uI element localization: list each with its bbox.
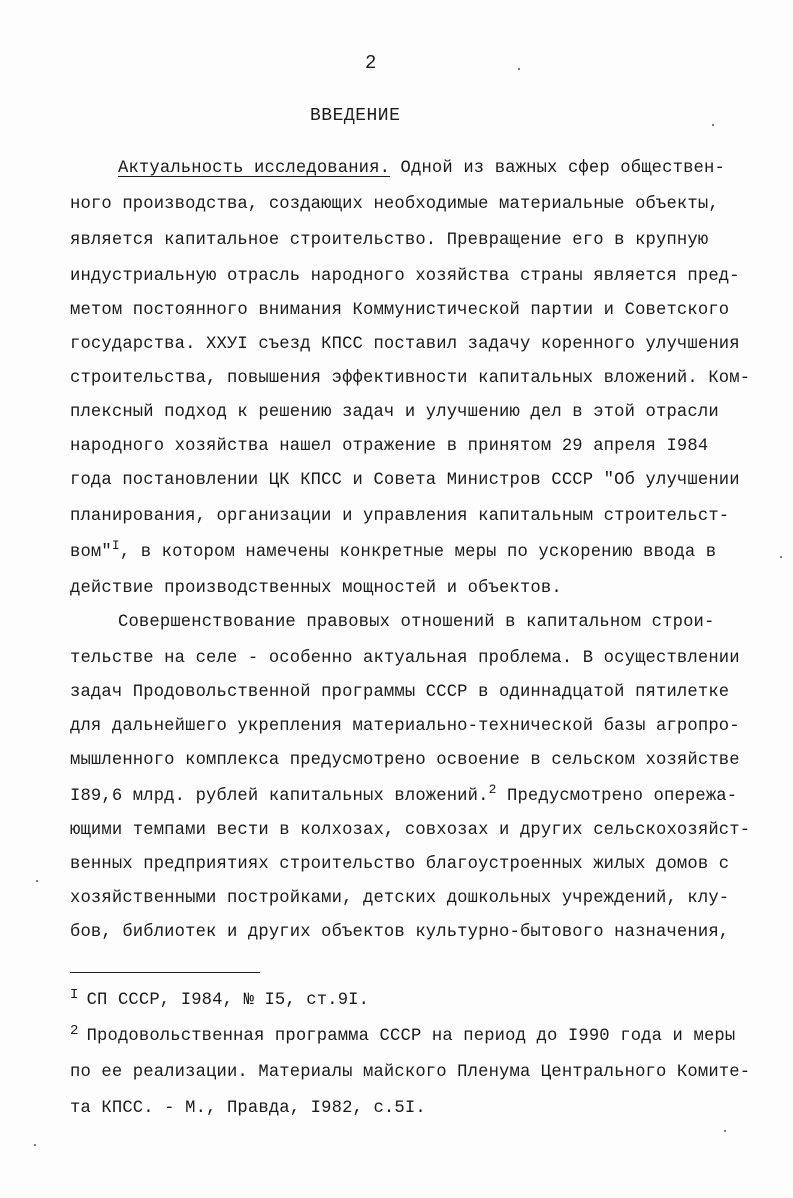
- paragraph-1-line: года постановлении ЦК КПСС и Совета Министров СССР "Об улучшении: [70, 471, 740, 490]
- paragraph-2-line: ющими темпами вести в колхозах, совхозах и других сельскохозяйст-: [70, 821, 751, 840]
- paragraph-1-line-12: вом"$^I$, в котором намечены конкретные меры по ускорению ввода в: [70, 538, 717, 562]
- paragraph-2-line: задач Продовольственной программы СССР в одиннадцатой пятилетке: [70, 683, 730, 702]
- paragraph-1-line: метом постоянного внимания Коммунистической партии и Советского: [70, 301, 730, 320]
- paragraph-2-line: тельстве на селе - особенно актуальная проблема. В осуществлении: [70, 649, 740, 668]
- paragraph-2-line-1: Совершенствование правовых отношений в капитальном строи-: [118, 613, 715, 632]
- paragraph-1-line: народного хозяйства нашел отражение в принятом 29 апреля I984: [70, 437, 709, 456]
- paragraph-2-line: хозяйственными постройками, детских дошкольных учреждений, клу-: [70, 889, 730, 908]
- footnote-1-mark: I: [70, 987, 79, 1003]
- scan-speck: [518, 68, 520, 70]
- page-number: 2: [365, 52, 377, 74]
- scan-speck: [724, 1130, 726, 1132]
- paragraph-1-line: планирования, организации и управления капитальным строительст-: [70, 507, 730, 526]
- footnote-separator: [70, 972, 260, 973]
- scan-speck: [36, 880, 38, 882]
- paragraph-1-line: действие производственных мощностей и объектов.: [70, 579, 562, 598]
- paragraph-1-line: является капитальное строительство. Превращение его в крупную: [70, 231, 709, 250]
- paragraph-2-line-6: I89,6 млрд. рублей капитальных вложений.$^2$ Предусмотрено опережа-: [70, 782, 738, 806]
- section-heading: ВВЕДЕНИЕ: [310, 106, 401, 126]
- paragraph-1-line: государства. ХХУI съезд КПСС поставил задачу коренного улучшения: [70, 335, 740, 354]
- footnote-ref-2[interactable]: 2: [488, 782, 497, 797]
- relevance-lead: Актуальность исследования.: [118, 159, 391, 178]
- paragraph-2-line: венных предприятиях строительство благоустроенных жилых домов с: [70, 855, 730, 874]
- scan-speck: [712, 124, 714, 126]
- footnote-2-mark: 2: [70, 1023, 79, 1039]
- paragraph-1-line: плексный подход к решению задач и улучшению дел в этой отрасли: [70, 403, 719, 422]
- paragraph-1-line: индустриальную отрасль народного хозяйства страны является пред-: [70, 267, 740, 286]
- footnote-2: $^2$ Продовольственная программа СССР на период до I990 года и меры: [70, 1023, 736, 1046]
- paragraph-1-line-1: Актуальность исследования. Одной из важных сфер обществен-: [118, 159, 725, 178]
- footnote-2-line: та КПСС. - М., Правда, I982, с.5I.: [70, 1099, 426, 1118]
- scan-speck: [780, 556, 782, 558]
- footnote-1: $^I$ СП СССР, I984, № I5, ст.9I.: [70, 987, 370, 1010]
- paragraph-1-line: строительства, повышения эффективности капитальных вложений. Ком-: [70, 369, 751, 388]
- footnote-2-line: по ее реализации. Материалы майского Пленума Центрального Комите-: [70, 1063, 751, 1082]
- paragraph-2-line: бов, библиотек и других объектов культурно-бытового назначения,: [70, 923, 730, 942]
- paragraph-2-line: для дальнейшего укрепления материально-технической базы агропро-: [70, 717, 740, 736]
- paragraph-1-line: ного производства, создающих необходимые материальные объекты,: [70, 195, 719, 214]
- paragraph-2-line: мышленного комплекса предусмотрено освоение в сельском хозяйстве: [70, 751, 740, 770]
- footnote-ref-1[interactable]: I: [111, 538, 120, 553]
- scan-speck: [34, 1144, 36, 1146]
